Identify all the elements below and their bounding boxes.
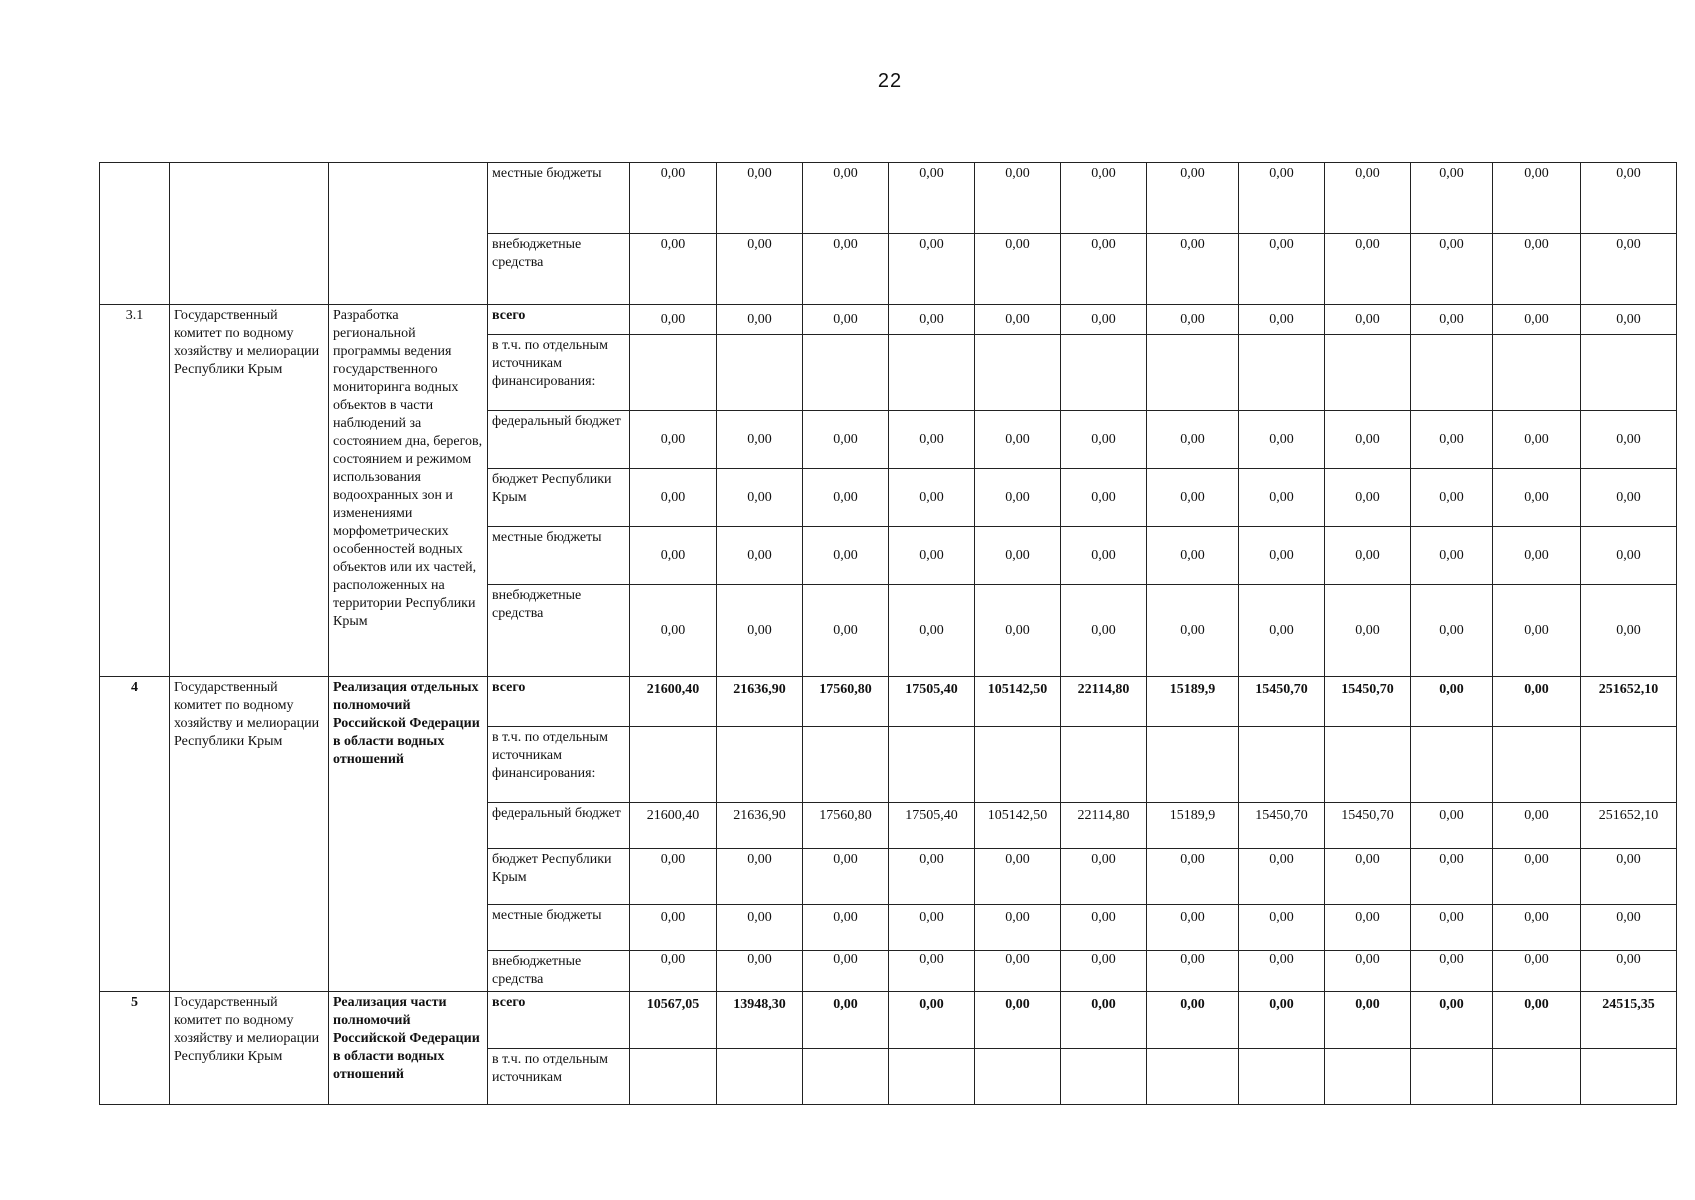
page-number: 22: [877, 70, 903, 92]
value-cell: 0,00: [803, 234, 889, 305]
value-cell: 0,00: [1325, 411, 1411, 469]
value-cell: 0,00: [1493, 951, 1581, 992]
value-cell: 0,00: [717, 163, 803, 234]
value-cell: 0,00: [630, 585, 717, 677]
value-cell: 251652,10: [1581, 803, 1677, 849]
row-number: 3.1: [100, 305, 170, 677]
value-cell: 0,00: [803, 411, 889, 469]
table-row: [100, 305, 1677, 335]
value-cell: 0,00: [889, 849, 975, 905]
table-row: [100, 992, 1677, 1049]
value-cell: 0,00: [1239, 469, 1325, 527]
value-cell: 0,00: [1061, 163, 1147, 234]
value-cell: 0,00: [975, 905, 1061, 951]
value-cell: 0,00: [803, 849, 889, 905]
value-cell: 0,00: [1239, 163, 1325, 234]
value-cell: 0,00: [1581, 469, 1677, 527]
value-cell: 0,00: [1411, 849, 1493, 905]
value-cell: 0,00: [1325, 585, 1411, 677]
table-row: [100, 163, 1677, 234]
executor-cell: [170, 163, 329, 305]
value-cell: 0,00: [1239, 992, 1325, 1049]
value-cell: 0,00: [1239, 411, 1325, 469]
value-cell: 15189,9: [1147, 803, 1239, 849]
value-cell: 21636,90: [717, 803, 803, 849]
value-cell: 0,00: [1325, 905, 1411, 951]
value-cell: 0,00: [1581, 585, 1677, 677]
value-cell: 0,00: [975, 163, 1061, 234]
value-cell: 0,00: [630, 163, 717, 234]
value-cell: 0,00: [717, 469, 803, 527]
value-cell: 0,00: [717, 305, 803, 335]
value-cell: 0,00: [717, 234, 803, 305]
value-cell: 0,00: [889, 905, 975, 951]
value-cell: 0,00: [1147, 585, 1239, 677]
source-label: федеральный бюджет: [488, 411, 630, 469]
value-cell: 0,00: [803, 585, 889, 677]
measure-cell: Реализация части полномочий Российской Федерации в области водных отношений: [329, 992, 488, 1105]
value-cell: 0,00: [1493, 905, 1581, 951]
source-label: в т.ч. по отдельным источникам финансирования:: [488, 727, 630, 803]
source-label: бюджет Республики Крым: [488, 849, 630, 905]
source-label: в т.ч. по отдельным источникам финансирования:: [488, 335, 630, 411]
value-cell: 0,00: [1411, 234, 1493, 305]
value-cell: 0,00: [889, 585, 975, 677]
value-cell: 0,00: [1147, 305, 1239, 335]
value-cell: 0,00: [1493, 305, 1581, 335]
value-cell: 0,00: [1239, 234, 1325, 305]
measure-cell: [329, 163, 488, 305]
value-cell: 0,00: [630, 849, 717, 905]
measure-cell: Реализация отдельных полномочий Российской Федерации в области водных отношений: [329, 677, 488, 992]
value-cell: 0,00: [1581, 951, 1677, 992]
value-cell: 0,00: [1147, 992, 1239, 1049]
source-label: внебюджетные средства: [488, 585, 630, 677]
source-label: всего: [488, 992, 630, 1049]
value-cell: 0,00: [1325, 234, 1411, 305]
value-cell: 0,00: [717, 951, 803, 992]
value-cell: 0,00: [1147, 411, 1239, 469]
value-cell: 15450,70: [1325, 803, 1411, 849]
value-cell: 0,00: [1061, 305, 1147, 335]
value-cell: 0,00: [1581, 234, 1677, 305]
value-cell: 22114,80: [1061, 803, 1147, 849]
table-row: [100, 677, 1677, 727]
source-label: местные бюджеты: [488, 527, 630, 585]
value-cell: 0,00: [1493, 803, 1581, 849]
value-cell: 0,00: [1411, 803, 1493, 849]
value-cell: 0,00: [1581, 849, 1677, 905]
value-cell: 0,00: [630, 905, 717, 951]
executor-cell: Государственный комитет по водному хозяйству и мелиорации Республики Крым: [170, 992, 329, 1105]
value-cell: 0,00: [803, 305, 889, 335]
value-cell: 0,00: [803, 951, 889, 992]
value-cell: 0,00: [717, 527, 803, 585]
value-cell: 0,00: [803, 992, 889, 1049]
value-cell: 0,00: [1147, 234, 1239, 305]
value-cell: 0,00: [1325, 469, 1411, 527]
value-cell: 0,00: [1061, 905, 1147, 951]
value-cell: 0,00: [1325, 849, 1411, 905]
value-cell: 0,00: [1061, 469, 1147, 527]
value-cell: 24515,35: [1581, 992, 1677, 1049]
value-cell: 0,00: [1493, 527, 1581, 585]
source-label: всего: [488, 305, 630, 335]
value-cell: 0,00: [1325, 305, 1411, 335]
value-cell: 0,00: [1411, 527, 1493, 585]
value-cell: 0,00: [1411, 585, 1493, 677]
value-cell: 0,00: [1147, 163, 1239, 234]
value-cell: 0,00: [1325, 163, 1411, 234]
value-cell: 0,00: [889, 469, 975, 527]
value-cell: 0,00: [1239, 849, 1325, 905]
value-cell: 0,00: [1147, 951, 1239, 992]
value-cell: 0,00: [1061, 585, 1147, 677]
value-cell: 0,00: [1493, 677, 1581, 727]
measure-cell: Разработка региональной программы ведения государственного мониторинга водных объектов в части наблюдений за состоянием дна, берегов, состоянием и режимом использования водоохранных зон и изменениями морфометрических особенностей водных объектов или их частей, расположенных на территории Республики Крым: [329, 305, 488, 677]
value-cell: 0,00: [975, 469, 1061, 527]
value-cell: 0,00: [630, 469, 717, 527]
source-label: всего: [488, 677, 630, 727]
value-cell: 0,00: [1325, 992, 1411, 1049]
value-cell: 0,00: [1061, 849, 1147, 905]
value-cell: 0,00: [1493, 992, 1581, 1049]
value-cell: 0,00: [1581, 411, 1677, 469]
value-cell: 0,00: [1411, 411, 1493, 469]
value-cell: 0,00: [717, 585, 803, 677]
funding-table: [99, 162, 1677, 1105]
value-cell: 0,00: [975, 849, 1061, 905]
value-cell: 0,00: [1239, 585, 1325, 677]
value-cell: 0,00: [803, 905, 889, 951]
value-cell: 0,00: [975, 585, 1061, 677]
value-cell: 0,00: [1061, 527, 1147, 585]
value-cell: 0,00: [1411, 469, 1493, 527]
executor-cell: Государственный комитет по водному хозяйству и мелиорации Республики Крым: [170, 305, 329, 677]
value-cell: 0,00: [803, 527, 889, 585]
value-cell: 22114,80: [1061, 677, 1147, 727]
value-cell: 17505,40: [889, 803, 975, 849]
value-cell: 0,00: [1581, 905, 1677, 951]
index-cell: [100, 163, 170, 305]
source-label: федеральный бюджет: [488, 803, 630, 849]
value-cell: 0,00: [975, 992, 1061, 1049]
value-cell: 0,00: [630, 234, 717, 305]
value-cell: 0,00: [630, 527, 717, 585]
value-cell: 0,00: [975, 305, 1061, 335]
source-label: местные бюджеты: [488, 163, 630, 234]
value-cell: 0,00: [975, 951, 1061, 992]
executor-cell: Государственный комитет по водному хозяйству и мелиорации Республики Крым: [170, 677, 329, 992]
source-label: внебюджетные средства: [488, 234, 630, 305]
value-cell: 0,00: [975, 527, 1061, 585]
value-cell: 0,00: [975, 234, 1061, 305]
source-label: местные бюджеты: [488, 905, 630, 951]
value-cell: 0,00: [889, 527, 975, 585]
value-cell: 15450,70: [1239, 803, 1325, 849]
value-cell: 0,00: [889, 951, 975, 992]
value-cell: 0,00: [1411, 305, 1493, 335]
value-cell: 0,00: [1493, 849, 1581, 905]
value-cell: 15450,70: [1239, 677, 1325, 727]
value-cell: 0,00: [1411, 163, 1493, 234]
value-cell: 0,00: [1411, 905, 1493, 951]
value-cell: 0,00: [717, 849, 803, 905]
value-cell: 0,00: [717, 905, 803, 951]
value-cell: 0,00: [1061, 951, 1147, 992]
value-cell: 0,00: [889, 992, 975, 1049]
value-cell: 0,00: [1147, 849, 1239, 905]
value-cell: 0,00: [1061, 411, 1147, 469]
value-cell: 0,00: [1061, 234, 1147, 305]
value-cell: 0,00: [803, 469, 889, 527]
value-cell: 0,00: [1581, 305, 1677, 335]
value-cell: 15189,9: [1147, 677, 1239, 727]
value-cell: 0,00: [1493, 163, 1581, 234]
value-cell: 17505,40: [889, 677, 975, 727]
value-cell: 0,00: [889, 163, 975, 234]
value-cell: 0,00: [1147, 469, 1239, 527]
value-cell: 0,00: [630, 411, 717, 469]
value-cell: 0,00: [1411, 951, 1493, 992]
value-cell: 0,00: [889, 411, 975, 469]
value-cell: 21600,40: [630, 803, 717, 849]
value-cell: 17560,80: [803, 803, 889, 849]
value-cell: 0,00: [1147, 527, 1239, 585]
value-cell: 0,00: [1239, 951, 1325, 992]
value-cell: 105142,50: [975, 803, 1061, 849]
value-cell: 0,00: [1581, 527, 1677, 585]
value-cell: 0,00: [1147, 905, 1239, 951]
value-cell: 0,00: [803, 163, 889, 234]
value-cell: 251652,10: [1581, 677, 1677, 727]
value-cell: 10567,05: [630, 992, 717, 1049]
value-cell: 0,00: [630, 951, 717, 992]
source-label: в т.ч. по отдельным источникам: [488, 1049, 630, 1105]
value-cell: 15450,70: [1325, 677, 1411, 727]
value-cell: 0,00: [1411, 677, 1493, 727]
value-cell: 0,00: [1239, 905, 1325, 951]
value-cell: 0,00: [1493, 234, 1581, 305]
value-cell: 21636,90: [717, 677, 803, 727]
value-cell: 0,00: [1411, 992, 1493, 1049]
value-cell: 0,00: [1239, 305, 1325, 335]
value-cell: 0,00: [889, 234, 975, 305]
value-cell: 0,00: [630, 305, 717, 335]
source-label: внебюджетные средства: [488, 951, 630, 992]
value-cell: 0,00: [1493, 469, 1581, 527]
value-cell: 0,00: [975, 411, 1061, 469]
value-cell: 21600,40: [630, 677, 717, 727]
value-cell: 0,00: [1239, 527, 1325, 585]
value-cell: 0,00: [1325, 527, 1411, 585]
value-cell: 0,00: [717, 411, 803, 469]
value-cell: 0,00: [1061, 992, 1147, 1049]
value-cell: 13948,30: [717, 992, 803, 1049]
value-cell: 17560,80: [803, 677, 889, 727]
source-label: бюджет Республики Крым: [488, 469, 630, 527]
value-cell: 0,00: [1581, 163, 1677, 234]
value-cell: 0,00: [1493, 585, 1581, 677]
value-cell: 0,00: [1325, 951, 1411, 992]
value-cell: 105142,50: [975, 677, 1061, 727]
value-cell: 0,00: [889, 305, 975, 335]
row-number: 5: [100, 992, 170, 1105]
row-number: 4: [100, 677, 170, 992]
value-cell: 0,00: [1493, 411, 1581, 469]
